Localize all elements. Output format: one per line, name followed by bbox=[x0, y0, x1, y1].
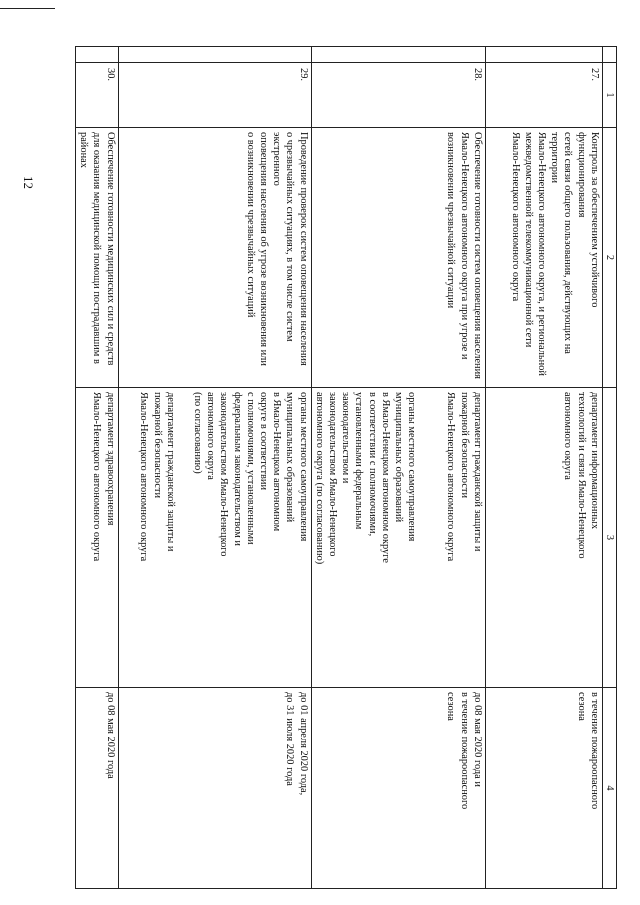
executor-text: департамент информационных технологий и связи Ямало-Ненецкого автономного округа bbox=[562, 392, 600, 559]
header-col-4: 4 bbox=[602, 688, 616, 889]
executor-text: департамент здравоохранения Ямало-Ненецкого автономного округа bbox=[91, 392, 116, 562]
page-number: 12 bbox=[21, 176, 36, 189]
row-gap bbox=[311, 47, 485, 63]
executor-cell bbox=[485, 388, 602, 688]
measures-table bbox=[75, 46, 617, 889]
table-row bbox=[485, 47, 602, 889]
executor-cell bbox=[118, 388, 311, 688]
table-row bbox=[118, 47, 311, 889]
executor-text: органы местного самоуправления муниципальных образований в Ямало-Ненецком автономном округе в соответствии с полномочиями, установленными федеральным законодательством и законодательством Ямало-Ненецкого автономного округа (по согласованию) bbox=[313, 392, 418, 565]
header-col-3: 3 bbox=[602, 388, 616, 688]
table-row bbox=[311, 47, 485, 889]
executor-text: департамент гражданской защиты и пожарной безопасности Ямало-Ненецкого автономного округа bbox=[445, 392, 483, 562]
row-gap bbox=[75, 47, 118, 63]
executor-text: департамент гражданской защиты и пожарной безопасности Ямало-Ненецкого автономного округа bbox=[138, 392, 176, 562]
task-cell: Контроль за обеспечением устойчивого функционирования сетей связи общего пользования, действующих на территории Ямало-Ненецкого автономного округа, и региональной межведомственной телекоммуникационной сети Ямало-Ненецкого автономного округа bbox=[485, 128, 602, 388]
row-gap bbox=[485, 47, 602, 63]
top-rule bbox=[0, 8, 55, 9]
header-gap bbox=[602, 47, 616, 63]
row-number: 28. bbox=[311, 63, 485, 128]
deadline-cell: до 01 апреля 2020 года, до 31 июля 2020 года bbox=[118, 688, 311, 889]
header-col-1: 1 bbox=[602, 63, 616, 128]
task-cell: Обеспечение готовности систем оповещения населения Ямало-Ненецкого автономного округа при угрозе и возникновении чрезвычайной ситуации bbox=[311, 128, 485, 388]
table-row bbox=[75, 47, 118, 889]
row-number: 27. bbox=[485, 63, 602, 128]
row-number: 29. bbox=[118, 63, 311, 128]
executor-cell bbox=[311, 388, 485, 688]
deadline-cell: до 08 мая 2020 года bbox=[75, 688, 118, 889]
header-col-2: 2 bbox=[602, 128, 616, 388]
rotated-page bbox=[78, 46, 617, 888]
executor-text: органы местного самоуправления муниципальных образований в Ямало-Ненецком автономном округе в соответствии с полномочиями, установленными федеральным законодательством и законодательством Ямало-Ненецкого автономного округа (по согласованию) bbox=[191, 392, 309, 557]
task-cell: Проведение проверок систем оповещения населения о чрезвычайных ситуациях, в том числе систем экстренного оповещения населения об угрозе возникновения или о возникновении чрезвычайных ситуаций bbox=[118, 128, 311, 388]
executor-cell bbox=[75, 388, 118, 688]
task-cell: Обеспечение готовности медицинских сил и средств для оказания медицинской помощи пострадавшим в районах bbox=[75, 128, 118, 388]
header-row bbox=[602, 47, 616, 889]
deadline-cell: в течение пожароопасного сезона bbox=[485, 688, 602, 889]
row-number: 30. bbox=[75, 63, 118, 128]
deadline-cell: до 08 мая 2020 года и в течение пожароопасного сезона bbox=[311, 688, 485, 889]
row-gap bbox=[118, 47, 311, 63]
